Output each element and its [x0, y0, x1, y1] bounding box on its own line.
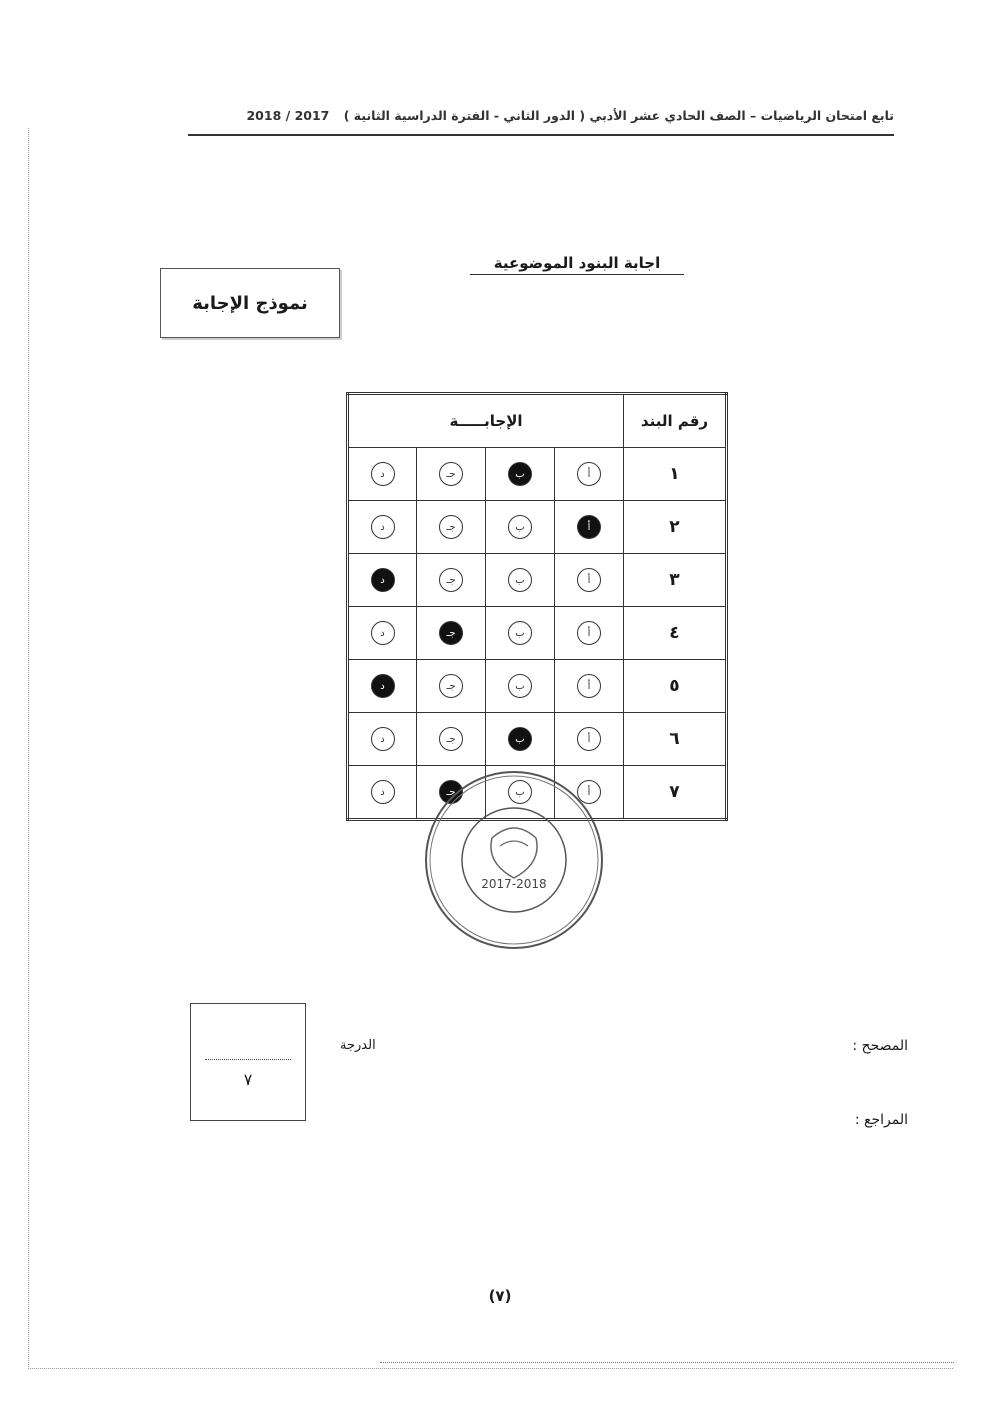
answer-model-box [160, 268, 340, 338]
option-cell [486, 607, 555, 660]
option-cell [417, 501, 486, 554]
selected-option-bubble[interactable]: ب [508, 727, 532, 751]
option-cell [486, 554, 555, 607]
answer-row [348, 607, 727, 660]
answer-table-body [348, 448, 727, 820]
answer-table-header [348, 394, 727, 448]
answer-row [348, 554, 727, 607]
option-bubble[interactable]: د [371, 621, 395, 645]
option-cell [555, 501, 624, 554]
answer-column-header: الإجابـــــة [348, 394, 624, 448]
header-text: تابع امتحان الرياضيات – الصف الحادي عشر الأدبي ( الدور الثاني - الفترة الدراسية الثانية ) [343, 108, 894, 123]
header-year: 2017 / 2018 [246, 108, 330, 123]
option-bubble[interactable]: ب [508, 621, 532, 645]
grade-label: الدرجة [340, 1038, 376, 1053]
option-bubble[interactable]: ب [508, 674, 532, 698]
score-total: ٧ [243, 1070, 253, 1089]
option-cell [348, 501, 417, 554]
option-bubble[interactable]: ب [508, 780, 532, 804]
option-cell [417, 660, 486, 713]
selected-option-bubble[interactable]: د [371, 674, 395, 698]
option-bubble[interactable]: أ [577, 568, 601, 592]
option-cell [348, 448, 417, 501]
option-bubble[interactable]: د [371, 462, 395, 486]
option-cell [348, 554, 417, 607]
option-cell [555, 607, 624, 660]
option-cell [486, 501, 555, 554]
reviewer-label: المراجع : [854, 1112, 908, 1128]
corrector-label: المصحح : [852, 1038, 908, 1054]
section-title: اجابة البنود الموضوعية [470, 254, 684, 275]
option-bubble[interactable]: جـ [439, 568, 463, 592]
option-cell [417, 554, 486, 607]
answer-row [348, 713, 727, 766]
selected-option-bubble[interactable]: د [371, 568, 395, 592]
option-cell [555, 448, 624, 501]
item-number-column-header: رقم البند [624, 394, 727, 448]
score-box [190, 1003, 306, 1121]
option-cell [555, 554, 624, 607]
stamp-year: 2017-2018 [481, 877, 547, 891]
item-number: ٣ [624, 554, 727, 607]
score-entry-line[interactable] [205, 1059, 291, 1060]
option-bubble[interactable]: د [371, 727, 395, 751]
option-bubble[interactable]: جـ [439, 462, 463, 486]
answer-model-label: نموذج الإجابة [192, 292, 308, 314]
bottom-rule [380, 1362, 954, 1363]
item-number: ١ [624, 448, 727, 501]
option-bubble[interactable]: د [371, 515, 395, 539]
option-cell [348, 713, 417, 766]
option-cell [417, 607, 486, 660]
option-cell [486, 660, 555, 713]
option-bubble[interactable]: ب [508, 515, 532, 539]
option-bubble[interactable]: أ [577, 462, 601, 486]
option-bubble[interactable]: أ [577, 621, 601, 645]
option-cell [486, 448, 555, 501]
answer-row [348, 501, 727, 554]
answer-table [346, 392, 728, 821]
option-bubble[interactable]: ب [508, 568, 532, 592]
option-bubble[interactable]: أ [577, 780, 601, 804]
option-bubble[interactable]: جـ [439, 727, 463, 751]
exam-header [188, 108, 894, 136]
school-stamp [422, 768, 606, 952]
option-bubble[interactable]: جـ [439, 674, 463, 698]
option-cell [417, 713, 486, 766]
option-cell [417, 448, 486, 501]
item-number: ٥ [624, 660, 727, 713]
option-bubble[interactable]: جـ [439, 515, 463, 539]
option-cell [348, 607, 417, 660]
option-bubble[interactable]: د [371, 780, 395, 804]
option-cell [348, 766, 417, 820]
item-number: ٦ [624, 713, 727, 766]
selected-option-bubble[interactable]: أ [577, 515, 601, 539]
selected-option-bubble[interactable]: جـ [439, 621, 463, 645]
selected-option-bubble[interactable]: جـ [439, 780, 463, 804]
option-bubble[interactable]: أ [577, 727, 601, 751]
item-number: ٧ [624, 766, 727, 820]
option-cell [486, 713, 555, 766]
answer-row [348, 660, 727, 713]
selected-option-bubble[interactable]: ب [508, 462, 532, 486]
option-cell [348, 660, 417, 713]
item-number: ٢ [624, 501, 727, 554]
answer-row [348, 448, 727, 501]
option-cell [555, 660, 624, 713]
option-cell [555, 713, 624, 766]
item-number: ٤ [624, 607, 727, 660]
option-bubble[interactable]: أ [577, 674, 601, 698]
page-number: (٧) [488, 1287, 512, 1305]
